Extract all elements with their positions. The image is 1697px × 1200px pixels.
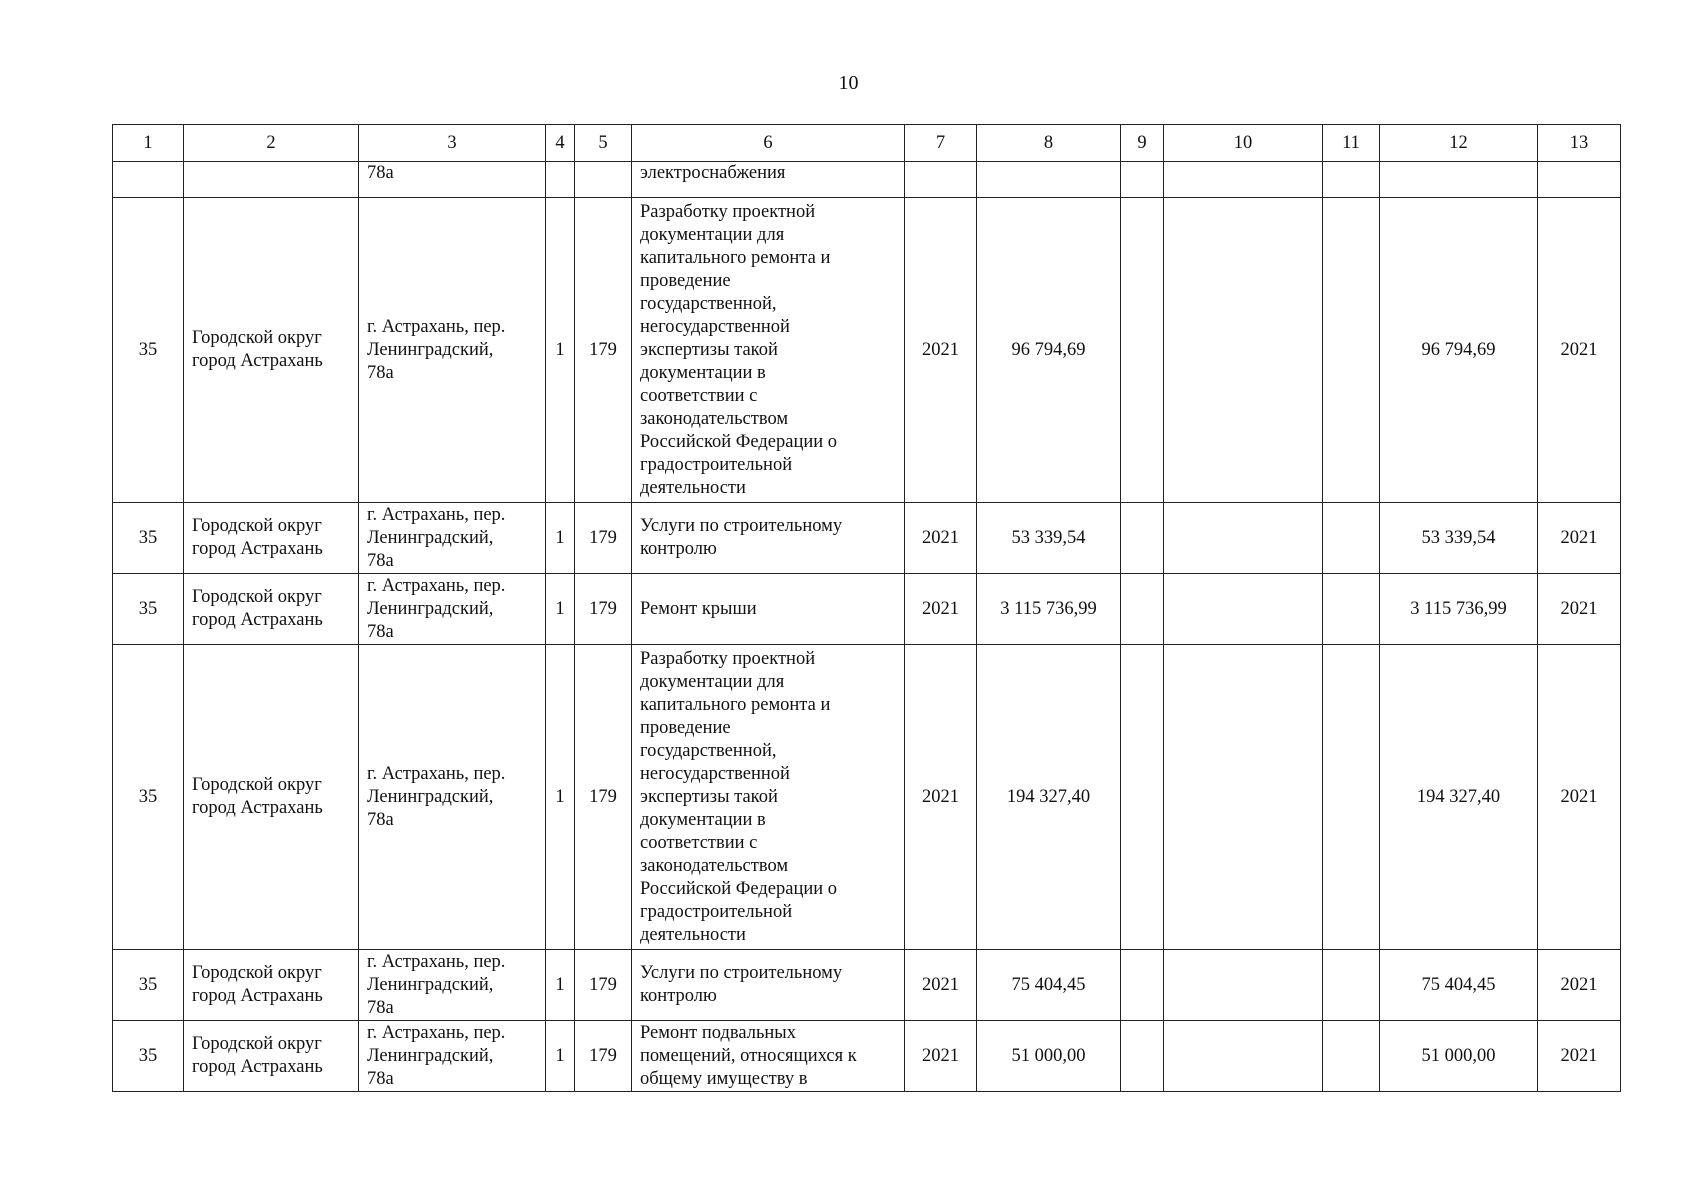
cell-empty xyxy=(184,162,359,198)
cell-year: 2021 xyxy=(905,503,977,574)
cell-address: 78а xyxy=(359,162,546,198)
cell-amount: 3 115 736,99 xyxy=(1380,574,1538,645)
column-number-row xyxy=(113,125,1621,162)
cell-work: электроснабжения xyxy=(632,162,905,198)
cell-total: 75 404,45 xyxy=(977,950,1121,1021)
cell-col11 xyxy=(1323,1021,1380,1092)
table-row xyxy=(113,503,1621,574)
cell-empty xyxy=(1323,162,1380,198)
cell-address: г. Астрахань, пер. Ленинградский, 78а xyxy=(359,645,546,950)
cell-amount: 51 000,00 xyxy=(1380,1021,1538,1092)
cell-total: 3 115 736,99 xyxy=(977,574,1121,645)
cell-empty xyxy=(905,162,977,198)
column-header: 6 xyxy=(632,125,905,162)
cell-col11 xyxy=(1323,574,1380,645)
cell-empty xyxy=(1380,162,1538,198)
cell-empty xyxy=(575,162,632,198)
cell-empty xyxy=(113,162,184,198)
cell-col11 xyxy=(1323,503,1380,574)
page-number: 10 xyxy=(838,72,859,94)
cell-total: 194 327,40 xyxy=(977,645,1121,950)
cell-municipality: Городской округ город Астрахань xyxy=(184,645,359,950)
cell-work: Услуги по строительному контролю xyxy=(632,503,905,574)
cell-work: Ремонт крыши xyxy=(632,574,905,645)
cell-number: 35 xyxy=(113,950,184,1021)
cell-col5: 179 xyxy=(575,198,632,503)
cell-col4: 1 xyxy=(546,645,575,950)
cell-address: г. Астрахань, пер. Ленинградский, 78а xyxy=(359,503,546,574)
table-row xyxy=(113,1021,1621,1092)
column-header: 1 xyxy=(113,125,184,162)
cell-total: 51 000,00 xyxy=(977,1021,1121,1092)
table-row xyxy=(113,950,1621,1021)
column-header: 3 xyxy=(359,125,546,162)
cell-col11 xyxy=(1323,198,1380,503)
cell-amount: 53 339,54 xyxy=(1380,503,1538,574)
column-header: 2 xyxy=(184,125,359,162)
cell-municipality: Городской округ город Астрахань xyxy=(184,574,359,645)
cell-col5: 179 xyxy=(575,574,632,645)
cell-col9 xyxy=(1121,1021,1164,1092)
cell-col4: 1 xyxy=(546,1021,575,1092)
cell-empty xyxy=(1538,162,1621,198)
cell-total: 53 339,54 xyxy=(977,503,1121,574)
continuation-row xyxy=(113,162,1621,198)
cell-year: 2021 xyxy=(905,1021,977,1092)
cell-col9 xyxy=(1121,503,1164,574)
cell-amount: 75 404,45 xyxy=(1380,950,1538,1021)
cell-number: 35 xyxy=(113,503,184,574)
cell-year-end: 2021 xyxy=(1538,198,1621,503)
cell-col10 xyxy=(1164,950,1323,1021)
cell-year-end: 2021 xyxy=(1538,1021,1621,1092)
cell-col4: 1 xyxy=(546,198,575,503)
cell-work: Разработку проектной документации для капитального ремонта и проведение государственной, негосударственной экспертизы такой документации в соответствии с законодательством Российской Федерации о градостроительной деятельности xyxy=(632,645,905,950)
column-header: 9 xyxy=(1121,125,1164,162)
cell-address: г. Астрахань, пер. Ленинградский, 78а xyxy=(359,950,546,1021)
cell-col10 xyxy=(1164,1021,1323,1092)
cell-col5: 179 xyxy=(575,950,632,1021)
cell-number: 35 xyxy=(113,1021,184,1092)
cell-municipality: Городской округ город Астрахань xyxy=(184,198,359,503)
cell-col10 xyxy=(1164,574,1323,645)
cell-col10 xyxy=(1164,503,1323,574)
cell-year: 2021 xyxy=(905,574,977,645)
cell-year-end: 2021 xyxy=(1538,950,1621,1021)
cell-year-end: 2021 xyxy=(1538,503,1621,574)
cell-year-end: 2021 xyxy=(1538,645,1621,950)
cell-empty xyxy=(977,162,1121,198)
cell-address: г. Астрахань, пер. Ленинградский, 78а xyxy=(359,1021,546,1092)
cell-number: 35 xyxy=(113,645,184,950)
table-row xyxy=(113,198,1621,503)
cell-year: 2021 xyxy=(905,645,977,950)
cell-empty xyxy=(1164,162,1323,198)
column-header: 5 xyxy=(575,125,632,162)
cell-amount: 194 327,40 xyxy=(1380,645,1538,950)
cell-number: 35 xyxy=(113,574,184,645)
cell-col5: 179 xyxy=(575,1021,632,1092)
column-header: 12 xyxy=(1380,125,1538,162)
column-header: 11 xyxy=(1323,125,1380,162)
cell-col11 xyxy=(1323,950,1380,1021)
cell-municipality: Городской округ город Астрахань xyxy=(184,1021,359,1092)
cell-col5: 179 xyxy=(575,503,632,574)
cell-work: Услуги по строительному контролю xyxy=(632,950,905,1021)
cell-col9 xyxy=(1121,198,1164,503)
cell-number: 35 xyxy=(113,198,184,503)
cell-amount: 96 794,69 xyxy=(1380,198,1538,503)
cell-col9 xyxy=(1121,574,1164,645)
cell-col4: 1 xyxy=(546,950,575,1021)
cell-municipality: Городской округ город Астрахань xyxy=(184,950,359,1021)
cell-address: г. Астрахань, пер. Ленинградский, 78а xyxy=(359,574,546,645)
cell-col11 xyxy=(1323,645,1380,950)
cell-work: Ремонт подвальных помещений, относящихся к общему имуществу в xyxy=(632,1021,905,1092)
cell-year: 2021 xyxy=(905,198,977,503)
cell-year: 2021 xyxy=(905,950,977,1021)
cell-col5: 179 xyxy=(575,645,632,950)
cell-col9 xyxy=(1121,950,1164,1021)
column-header: 7 xyxy=(905,125,977,162)
cell-total: 96 794,69 xyxy=(977,198,1121,503)
column-header: 10 xyxy=(1164,125,1323,162)
column-header: 8 xyxy=(977,125,1121,162)
column-header: 13 xyxy=(1538,125,1621,162)
program-table xyxy=(112,124,1621,1092)
cell-empty xyxy=(546,162,575,198)
cell-col4: 1 xyxy=(546,503,575,574)
cell-address: г. Астрахань, пер. Ленинградский, 78а xyxy=(359,198,546,503)
table-row xyxy=(113,574,1621,645)
cell-year-end: 2021 xyxy=(1538,574,1621,645)
cell-col10 xyxy=(1164,645,1323,950)
table-row xyxy=(113,645,1621,950)
cell-municipality: Городской округ город Астрахань xyxy=(184,503,359,574)
column-header: 4 xyxy=(546,125,575,162)
cell-work: Разработку проектной документации для капитального ремонта и проведение государственной, негосударственной экспертизы такой документации в соответствии с законодательством Российской Федерации о градостроительной деятельности xyxy=(632,198,905,503)
cell-col9 xyxy=(1121,645,1164,950)
cell-col10 xyxy=(1164,198,1323,503)
cell-empty xyxy=(1121,162,1164,198)
cell-col4: 1 xyxy=(546,574,575,645)
